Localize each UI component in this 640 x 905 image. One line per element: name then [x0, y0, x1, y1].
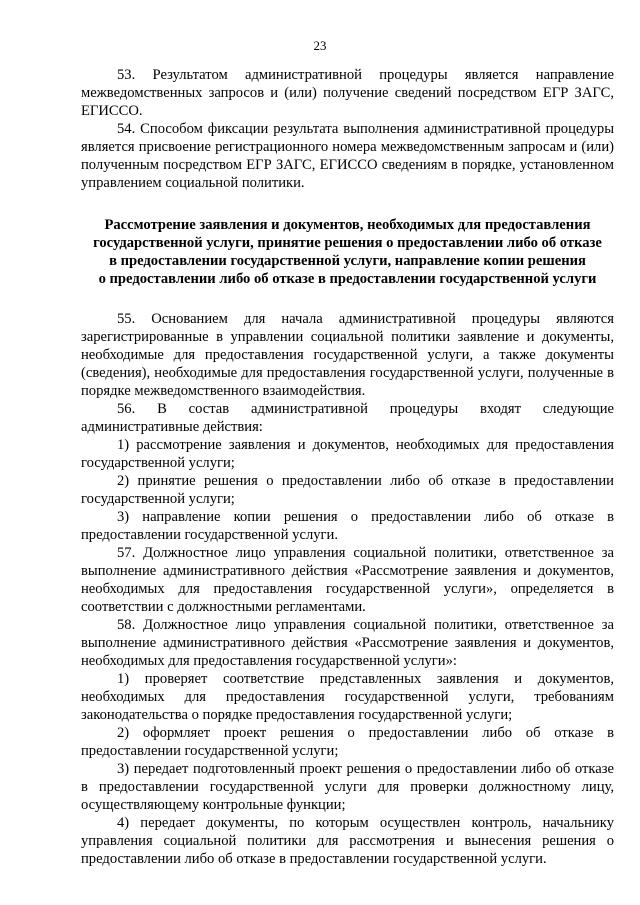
paragraph-58-item-1: 1) проверяет соответствие представленных заявления и документов, необходимых для предоставления государственной услуги, требованиям законодательства о порядке предоставления государственной услуги; — [81, 671, 614, 723]
paragraph-54: 54. Способом фиксации результата выполнения административной процедуры является присвоение регистрационного номера межведомственным запросам и (или) полученным посредством ЕГР ЗАГС, ЕГИССО сведениям в порядке, установленном управлением социальной политики. — [81, 121, 614, 191]
paragraph-56-item-1: 1) рассмотрение заявления и документов, необходимых для предоставления государственной услуги; — [81, 437, 614, 471]
paragraph-58-item-2: 2) оформляет проект решения о предоставлении либо об отказе в предоставлении государственной услуги; — [81, 725, 614, 759]
paragraph-57: 57. Должностное лицо управления социальной политики, ответственное за выполнение административного действия «Рассмотрение заявления и документов, необходимых для предоставления государственной услуги», определяется в соответствии с должностными регламентами. — [81, 545, 614, 615]
paragraph-56-item-3: 3) направление копии решения о предоставлении либо об отказе в предоставлении государственной услуги. — [81, 509, 614, 543]
document-body — [81, 66, 614, 868]
paragraph-55: 55. Основанием для начала административной процедуры являются зарегистрированные в управлении социальной политики заявление и документы, необходимые для предоставления государственной услуги, а также документы (сведения), необходимые для предоставления государственной услуги, полученные в порядке межведомственного взаимодействия. — [81, 311, 614, 399]
section-heading — [81, 216, 614, 288]
paragraph-58: 58. Должностное лицо управления социальной политики, ответственное за выполнение административного действия «Рассмотрение заявления и документов, необходимых для предоставления государственной услуги»: — [81, 617, 614, 669]
section-heading-line: о предоставлении либо об отказе в предоставлении государственной услуги — [98, 271, 597, 287]
paragraph-56: 56. В состав административной процедуры входят следующие административные действия: — [81, 401, 614, 435]
paragraph-58-item-3: 3) передает подготовленный проект решения о предоставлении либо об отказе в предоставлении государственной услуги для проверки должностному лицу, осуществляющему контрольные функции; — [81, 761, 614, 813]
paragraph-56-item-2: 2) принятие решения о предоставлении либо об отказе в предоставлении государственной услуги; — [81, 473, 614, 507]
page-number: 23 — [313, 38, 327, 53]
paragraph-53: 53. Результатом административной процедуры является направление межведомственных запросов и (или) получение сведений посредством ЕГР ЗАГС, ЕГИССО. — [81, 67, 614, 119]
paragraph-58-item-4: 4) передает документы, по которым осуществлен контроль, начальнику управления социальной политики для рассмотрения и вынесения решения о предоставлении либо об отказе в предоставлении государственной услуги. — [81, 815, 614, 867]
section-heading-line: в предоставлении государственной услуги, направление копии решения — [109, 253, 586, 269]
section-heading-line: государственной услуги, принятие решения о предоставлении либо об отказе — [93, 235, 602, 251]
section-heading-line: Рассмотрение заявления и документов, необходимых для предоставления — [104, 217, 591, 233]
